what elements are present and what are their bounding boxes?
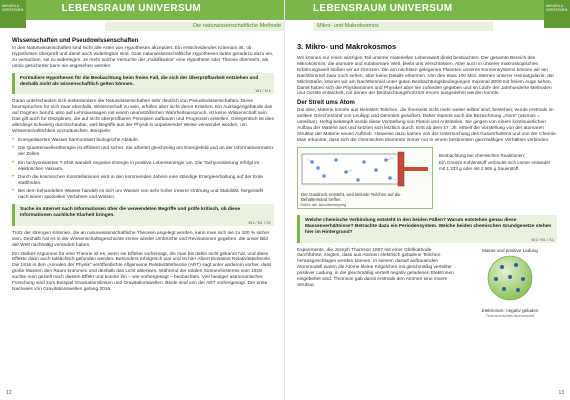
- task-box: [12, 73, 274, 95]
- task-text: Suche im Internet nach Informationen über die verwendeten Begriffe und prüfe kritisch, ob diese Informationen sachliche Klarheit bringen.: [20, 207, 241, 218]
- figure-inner-caption: Der Gasdruck entsteht, weil kleinste Teilchen auf die Behälterwand treffen.: [301, 191, 401, 202]
- left-section-tab: WISSEN & VERSTEHEN: [0, 0, 26, 28]
- piston-diagram-icon: [298, 148, 432, 192]
- example-list: [12, 138, 274, 201]
- paragraph: In den Naturwissenschaften sind nicht alle Arten von Hypothesen akzeptiert. Ein entscheidendes Kriterium ist, ob Hypothesen überprüft und damit auch widerlegbar sind. Gute naturwissenschaftliche Hypothesen laden geradezu dazu ein, zu versuchen, sie zu widerlegen. Je mehr solche Versuche der „Falsifikation“ eine Hypothese oder Theorie übersteht, als umso gesicherter kann sie angesehen werden.: [12, 46, 274, 69]
- page-number: 13: [558, 390, 564, 396]
- page-number: 12: [6, 390, 12, 396]
- list-item: • Bei dem behandelten Wasser handelt es sich um Wasser von sehr hoher innerer Ordnung und Stabilität, hergestellt nach einem speziellen Verfahren und Wissen.: [12, 189, 274, 201]
- task-text: Welche chemische Verbindung entsteht in den beiden Fällen? Warum entstehen genau diese Massenverhältnisse? Betrachte dazu ein Periodensystem. Welche beiden chemischen Grundgesetze stehen hier im Hintergrund?: [305, 217, 552, 235]
- gas-pressure-figure: [297, 147, 557, 211]
- task-box: [297, 215, 557, 243]
- thomson-atom-figure: [463, 248, 557, 319]
- paragraph: Daran unterscheiden sich insbesondere die Naturwissenschaften sehr deutlich von Pseudowissenschaften. Diese beanspruchen für sich zwar ebenfalls, Wissenschaft zu sein, erfüllen aber nicht deren Kriterien. Ein Aussagengebäude das auf Dogmen beruht, also auf Lehrsaussagen mit einem unumstößlichen Wahrheitsanspruch, ist keine Wissenschaft sein. Das gilt auch für Disziplinen, die auf nicht überprüfbaren Prinzipien aufbauen und Prognosen erstellen. Gelegentlich ist dies allerdings schwierig durchschaubar, weil Begriffe aus der Physik in unpassender Weise verwendet werden, um Wissenschaftlichkeit vorzutäuschen. Beispiele:: [12, 99, 274, 134]
- list-item: • Energetisiertes Wasser harmonisiert biologische Abläufe.: [12, 138, 274, 144]
- paragraph: Ein starkes Argument für eine Theorie ist es, wenn sie Effekte vorhersagt, die man bis dahin nicht gekannt hat, und diese Effekte dann auch tatsächlich gefunden werden. Besonders erfolgreich war und ist hier Albert Einsteins Relativitätstheorie. Die 1916 in den „Annalen der Physik“ veröffentlichte Allgemeine Relativitätstheorie (ART) sagt unter anderem vorher, dass große Massen den Raum krümmen und deshalb das Licht ablenken. Während der totalen Sonnenfinsternis vom 1919 suchte man gezielt nach diesem Effekt und konnte ihn – wie vorhergesagt – beobachten. Viel heutiger astronomischer Forschung sind zum Beispiel Gravitationslinsen und Gravitationswellen. Beide sind von der ART vorhergesagt. Der erste Nachweis von Gravitationswellen gelang 2016.: [12, 251, 272, 292]
- left-header-bar: [0, 0, 285, 20]
- task-code: W1 / N1 / S1: [531, 236, 554, 242]
- task-code: W1 / N1 / S1: [248, 219, 271, 225]
- paragraph: Experimente, die Joseph Thomson 1897 mit einer Glühkathode durchführte, zeigten, dass aus Atomen elektrisch geladene Teilchen herausgeschlagen werden können. In seinem darauf aufbauenden Atommodell waren die Atome kleine Kügelchen mit gleichmäßig verteilter positiver Ladung, in die gleichmäßig verteilt negativ geladenen Elektronen eingebettet sind. Thomson gab damit erstmals den Atomen eine innere Struktur.: [297, 247, 454, 288]
- paragraph: Trotz der strengen Kriterien, die an naturwissenschaftliche Theorien angelegt werden, kann man sich nie zu 100 % sicher sein. Deshalb hat es in der Wissenschaftsgeschichte immer wieder Umbrüche und Revolutionen gegeben, die unser Bild der Welt nachhaltig verändert haben.: [12, 230, 270, 248]
- figure-foot: Stöße der Atombewegung: [300, 201, 347, 207]
- atom-label-model: Thomson'sches Atommodell: [485, 313, 535, 319]
- list-item: • Ein tachyonisiertes T-Shirt wandelt negative Energie in positive Lebensenergie um. Die Tachyonisierung erfolgt im elektrischen Vakuum.: [12, 161, 274, 173]
- section-title-pseudoscience: Wissenschaften und Pseudowissenschaften: [12, 38, 139, 44]
- right-content: [297, 38, 557, 319]
- paragraph: Wir können nur einen winzigen Teil unserer materiellen Lebenswelt direkt beobachten. Der gesamte Bereich des Mikrokosmos, die atomare und subatomare Welt, bleibt uns verschlossen. Aber auch in unserer makroskopischen Erfahrungswelt stoßen wir an Grenzen. Die am nächsten gelegenen Planeten unseres Sonnensystems können wir am Nachthimmel zwar noch sehen, aber keine Details erkennen. Von den etwa 100 Mrd. Sternen unserer Heimatgalaxie, der Milchstraße, können wir am Nachthimmel unter guten Beobachtungsbedingungen maximal 3000 mit freiem Auge sehen. Damit haben sich die Physikerinnen und Physiker aber nie zufrieden gegeben und im Laufe der Jahrhunderte Methoden und Geräte entwickelt, mit denen der Beobachtungshorizont enorm ausgedehnt werden konnte.: [297, 56, 555, 97]
- task-box: [12, 204, 274, 226]
- right-page: [285, 0, 570, 400]
- right-subheader: Mikro- und Makrokosmos: [313, 22, 493, 31]
- task-text: Formuliere Hypothesen für die Beobachtung beim freien Fall, die sich der Überprüfbarkeit entziehen und deshalb nicht als wissenschaftlich gelten können.: [20, 75, 259, 87]
- paragraph: Die Idee, Materie könnte aus kleinsten Teilchen, die ihrerseits nicht mehr weiter teilbar sind, bestehen, wurde erstmals im antiken Griechenland von Leukipp und Demokrit geäußert. Daher stammt auch die Bezeichnung „Atom“ (atomos = unteilbar). Heftig bekämpft wurde diese Vorstellung von Platon und Aristoteles. Sie gingen von einem kontinuierlichen Aufbau der Materie aus und setzten sich letztlich durch. Erst ab dem 17. Jh. erhielt die Vorstellung von der atomaren Struktur der Materie neuen Auftrieb. Hinweise dazu kamen von der Untersuchung des Gasverhaltens und von der Chemie. Man erkannte, dass sich die chemischen Elemente immer nur in einem bestimmten ganzzahligen Verhältnis verbinden.: [297, 108, 557, 143]
- figure-caption: [439, 153, 557, 174]
- list-item: • Durch die kosmischen Konstellationen wird in den kommenden Jahren eine ständige Energieerhaltung auf der Erde stattfinden.: [12, 175, 274, 187]
- atom-label-bottom: Elektronen: negativ geladen: [481, 307, 539, 313]
- figure-caption-line: Ein Gramm Kohlenstoff verbindet sich immer entweder mit 1,333 g oder mit 2,666 g Sauerstoff.: [439, 160, 551, 171]
- left-subheader: Die naturwissenschaftliche Methode: [105, 22, 285, 31]
- atom-model-sphere-icon: [480, 253, 540, 303]
- left-header-title: LEBENSRAUM UNIVERSUM: [61, 3, 201, 14]
- task-code: W1 / N 1: [255, 88, 271, 94]
- atom-label-top: Masse und positive Ladung: [482, 247, 538, 253]
- right-header-title: LEBENSRAUM UNIVERSUM: [313, 3, 453, 14]
- section-title-micro-macro: 3. Mikro- und Makrokosmos: [297, 42, 397, 51]
- figure-caption-line: Beobachtung bei chemischen Reaktionen:: [439, 152, 526, 158]
- figure-frame: [297, 147, 433, 209]
- right-section-tab: WISSEN & VERSTEHEN: [544, 0, 570, 28]
- subsection-title-atom: Der Streit ums Atom: [297, 100, 355, 107]
- left-content: [12, 38, 274, 296]
- list-item: • Die Quantenwellentherapie ist effizient und sicher. Sie arbeitet gleichzeitig am Energiefeld und an der Informationsmatrix der Zellen.: [12, 146, 274, 158]
- right-header-bar: [285, 0, 570, 20]
